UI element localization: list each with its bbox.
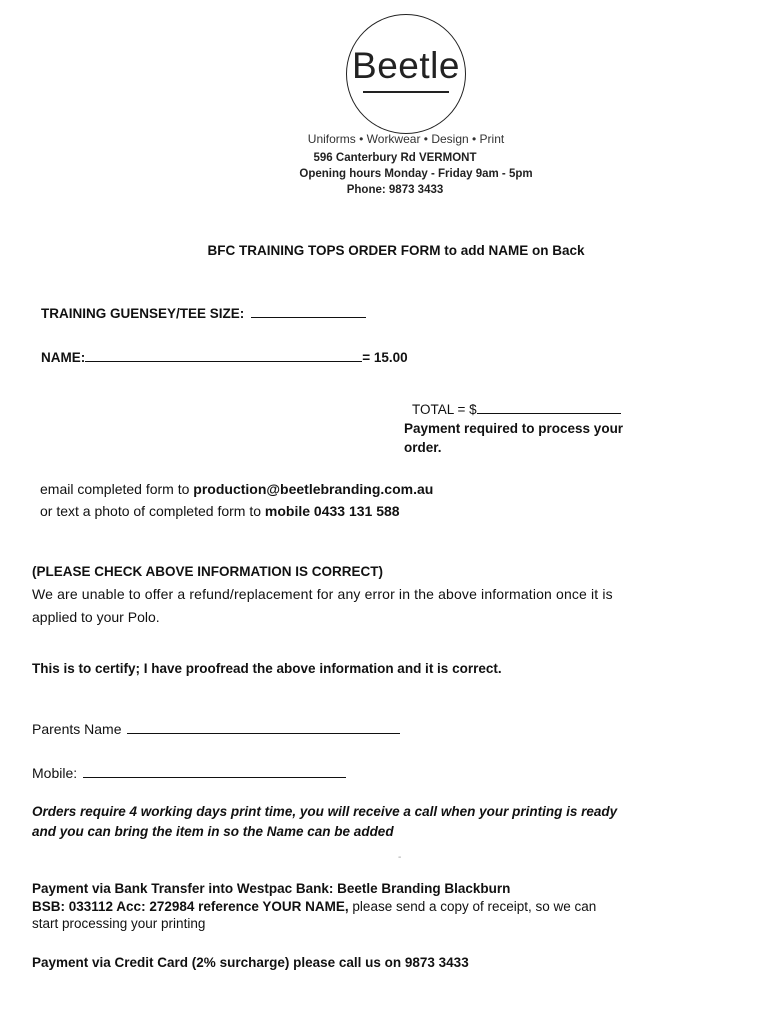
payment-note-line2: order. — [404, 440, 442, 455]
mobile-label: Mobile: — [32, 765, 78, 781]
email-prefix: email completed form to — [40, 481, 194, 497]
name-input-line[interactable] — [85, 347, 362, 362]
bsb-line2: start processing your printing — [32, 916, 206, 931]
name-price: = 15.00 — [362, 350, 408, 365]
phone: Phone: 9873 3433 — [346, 184, 444, 196]
email-address[interactable]: production@beetlebranding.com.au — [193, 481, 434, 497]
payment-note-line1: Payment required to process your — [404, 421, 624, 436]
bsb-instruction: please send a copy of receipt, so we can — [348, 899, 597, 914]
size-field-row — [41, 303, 366, 321]
parents-name-row — [32, 719, 400, 737]
mobile-number: mobile 0433 131 588 — [264, 503, 400, 519]
notice-line2: applied to your Polo. — [32, 609, 160, 625]
size-label: TRAINING GUENSEY/TEE SIZE: — [41, 306, 245, 321]
parents-name-label: Parents Name — [32, 721, 122, 737]
tagline: Uniforms • Workwear • Design • Print — [307, 132, 505, 146]
notice-heading: (PLEASE CHECK ABOVE INFORMATION IS CORRECT) — [32, 564, 384, 579]
logo-text: Beetle — [352, 45, 460, 86]
total-input-line[interactable] — [477, 399, 621, 414]
mobile-input-line[interactable] — [83, 763, 346, 778]
total-label: TOTAL = $ — [412, 402, 477, 417]
name-label: NAME: — [41, 350, 86, 365]
credit-card-line: Payment via Credit Card (2% surcharge) please call us on 9873 3433 — [32, 955, 469, 970]
logo-underline — [363, 91, 449, 93]
address: 596 Canterbury Rd VERMONT — [313, 152, 477, 164]
email-line — [40, 481, 433, 497]
beetle-logo — [346, 14, 466, 134]
form-title: BFC TRAINING TOPS ORDER FORM to add NAME on Back — [207, 243, 585, 258]
opening-hours: Opening hours Monday - Friday 9am - 5pm — [299, 168, 533, 180]
stray-dash: - — [398, 852, 402, 863]
total-row — [412, 399, 621, 417]
notice-line1: We are unable to offer a refund/replacement for any error in the above information once it is — [32, 586, 613, 602]
bsb-account: BSB: 033112 Acc: 272984 reference YOUR NAME, — [32, 899, 349, 914]
orders-note-line1: Orders require 4 working days print time, you will receive a call when your printing is ready — [32, 804, 618, 819]
bsb-line — [32, 899, 596, 914]
parents-name-input-line[interactable] — [127, 719, 400, 734]
orders-note-line2: and you can bring the item in so the Name can be added — [32, 824, 394, 839]
text-line — [40, 503, 400, 519]
mobile-row — [32, 763, 346, 781]
certify-statement: This is to certify; I have proofread the above information and it is correct. — [32, 661, 502, 676]
bank-transfer-line: Payment via Bank Transfer into Westpac Bank: Beetle Branding Blackburn — [32, 881, 511, 896]
name-field-row — [41, 347, 408, 365]
size-input-line[interactable] — [251, 303, 366, 318]
text-prefix: or text a photo of completed form to — [40, 503, 265, 519]
